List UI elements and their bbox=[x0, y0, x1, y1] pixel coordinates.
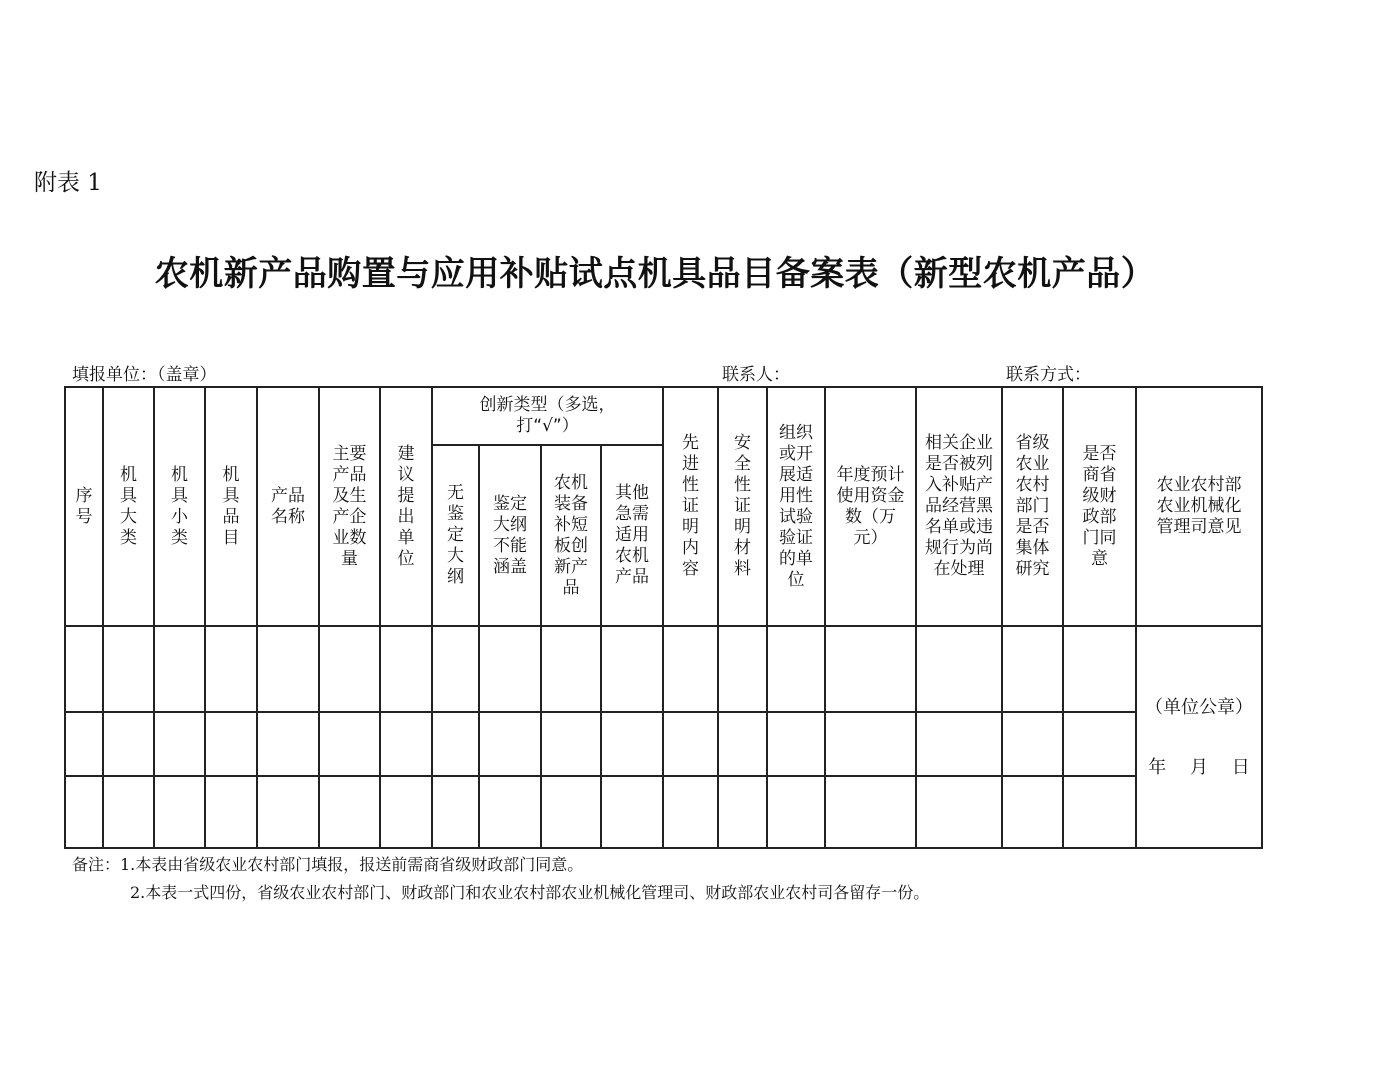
table-cell bbox=[601, 626, 663, 712]
table-cell bbox=[767, 626, 825, 712]
header-innov-no-outline: 无鉴定大纲 bbox=[432, 445, 479, 626]
header-innov-shortboard: 农机装备补短板创新产品 bbox=[541, 445, 601, 626]
table-cell bbox=[257, 776, 319, 848]
table-cell bbox=[432, 626, 479, 712]
table-cell bbox=[65, 712, 103, 776]
table-cell bbox=[103, 712, 154, 776]
table-cell bbox=[380, 626, 432, 712]
table-cell bbox=[154, 776, 205, 848]
table-cell bbox=[663, 626, 718, 712]
table-cell bbox=[432, 776, 479, 848]
header-innov-other: 其他急需适用农机产品 bbox=[601, 445, 663, 626]
header-seq: 序号 bbox=[65, 387, 103, 626]
table-cell bbox=[601, 712, 663, 776]
header-subcategory: 机具小类 bbox=[154, 387, 205, 626]
table-cell bbox=[103, 626, 154, 712]
header-item: 机具品目 bbox=[205, 387, 257, 626]
header-trial-units: 组织或开展适用性试验验证的单位 bbox=[767, 387, 825, 626]
table-cell bbox=[103, 776, 154, 848]
table-row bbox=[65, 626, 1262, 712]
signature-date-label: 年 月 日 bbox=[1148, 757, 1250, 778]
table-cell bbox=[380, 776, 432, 848]
table-row bbox=[65, 712, 1262, 776]
unit-seal-label: （单位公章） bbox=[1145, 697, 1253, 718]
note-line-2: 2.本表一式四份，省级农业农村部门、财政部门和农业农村部农业机械化管理司、财政部农业农村司各留存一份。 bbox=[130, 883, 930, 902]
header-advanced-proof: 先进性证明内容 bbox=[663, 387, 718, 626]
table-cell bbox=[825, 712, 916, 776]
table-cell bbox=[1002, 776, 1063, 848]
table-cell bbox=[1002, 626, 1063, 712]
table-cell bbox=[319, 626, 380, 712]
table-cell bbox=[154, 712, 205, 776]
header-finance-agree: 是否商省级财政部门同意 bbox=[1063, 387, 1136, 626]
table-cell bbox=[205, 712, 257, 776]
table-cell bbox=[1063, 776, 1136, 848]
table-cell bbox=[916, 626, 1002, 712]
header-innov-outline-not-cover: 鉴定大纲不能涵盖 bbox=[479, 445, 541, 626]
attachment-label: 附表 1 bbox=[34, 170, 102, 196]
table-cell bbox=[319, 776, 380, 848]
table-cell bbox=[663, 712, 718, 776]
table-cell bbox=[1063, 626, 1136, 712]
table-cell bbox=[154, 626, 205, 712]
filing-table bbox=[64, 386, 1263, 849]
header-ministry-opinion: 农业农村部农业机械化管理司意见 bbox=[1136, 387, 1262, 626]
table-cell bbox=[65, 626, 103, 712]
header-blacklist: 相关企业是否被列入补贴产品经营黑名单或违规行为尚在处理 bbox=[916, 387, 1002, 626]
table-cell bbox=[479, 626, 541, 712]
table-cell bbox=[205, 776, 257, 848]
table-cell bbox=[541, 712, 601, 776]
table-cell bbox=[541, 626, 601, 712]
header-product-name: 产品名称 bbox=[257, 387, 319, 626]
header-proposer: 建议提出单位 bbox=[380, 387, 432, 626]
table-cell bbox=[825, 776, 916, 848]
table-cell bbox=[541, 776, 601, 848]
note-line-1: 备注：1.本表由省级农业农村部门填报，报送前需商省级财政部门同意。 bbox=[72, 855, 584, 874]
filing-unit-label: 填报单位：（盖章） bbox=[72, 365, 217, 385]
contact-method-label: 联系方式： bbox=[1006, 365, 1091, 385]
table-cell bbox=[257, 626, 319, 712]
ministry-signature-cell bbox=[1136, 626, 1262, 848]
contact-person-label: 联系人： bbox=[722, 365, 790, 385]
table-cell bbox=[718, 776, 767, 848]
header-producers: 主要产品及生产企业数量 bbox=[319, 387, 380, 626]
table-cell bbox=[663, 776, 718, 848]
table-cell bbox=[601, 776, 663, 848]
table-cell bbox=[718, 626, 767, 712]
table-cell bbox=[1002, 712, 1063, 776]
table-cell bbox=[767, 712, 825, 776]
table-cell bbox=[380, 712, 432, 776]
header-innovation-group: 创新类型（多选，打“√”） bbox=[432, 387, 663, 445]
table-cell bbox=[257, 712, 319, 776]
table-cell bbox=[916, 776, 1002, 848]
header-safety-proof: 安全性证明材料 bbox=[718, 387, 767, 626]
table-cell bbox=[65, 776, 103, 848]
header-provincial-study: 省级农业农村部门是否集体研究 bbox=[1002, 387, 1063, 626]
header-annual-funds: 年度预计使用资金数（万元） bbox=[825, 387, 916, 626]
table-cell bbox=[767, 776, 825, 848]
table-row bbox=[65, 776, 1262, 848]
header-row-1 bbox=[65, 387, 1262, 445]
table-cell bbox=[479, 776, 541, 848]
document-title: 农机新产品购置与应用补贴试点机具品目备案表（新型农机产品） bbox=[154, 254, 1156, 294]
table-cell bbox=[825, 626, 916, 712]
table-cell bbox=[319, 712, 380, 776]
table-cell bbox=[432, 712, 479, 776]
table-cell bbox=[205, 626, 257, 712]
table-cell bbox=[1063, 712, 1136, 776]
table-cell bbox=[718, 712, 767, 776]
table-cell bbox=[479, 712, 541, 776]
header-category: 机具大类 bbox=[103, 387, 154, 626]
table-cell bbox=[916, 712, 1002, 776]
